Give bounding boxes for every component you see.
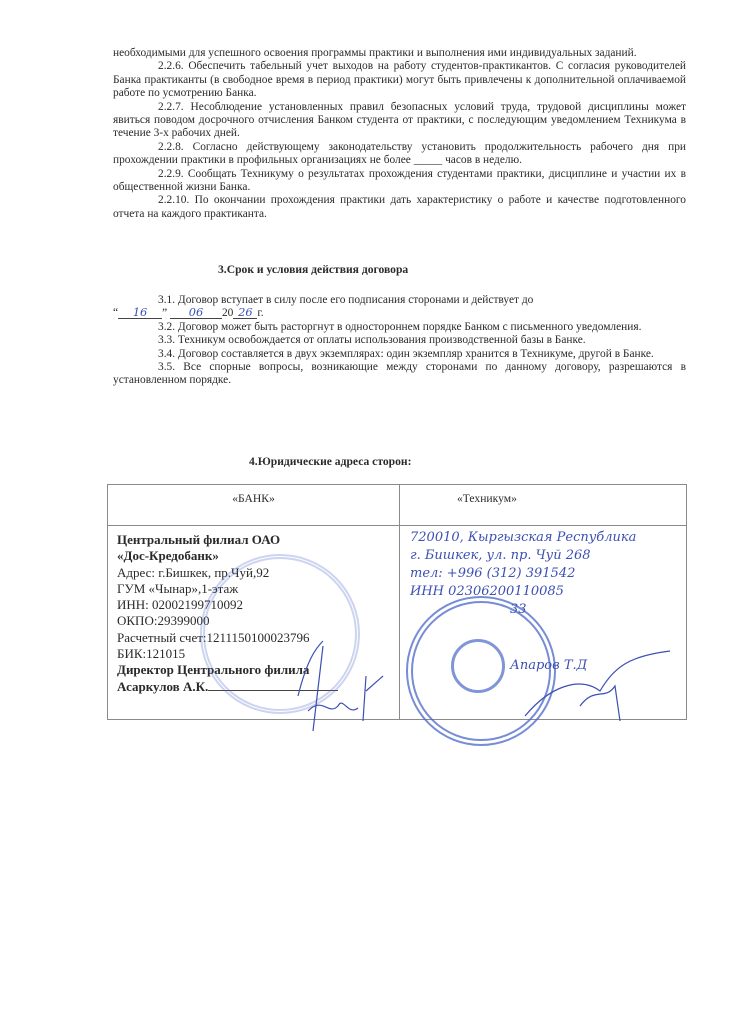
bank-okpo: ОКПО:29399000: [117, 613, 210, 629]
bank-details-cell: [108, 526, 400, 720]
tech-address-line1: 720010, Кыргызская Республика: [410, 530, 637, 545]
paragraph-3-4: 3.4. Договор составляется в двух экземплярах: один экземпляр хранится в Техникуме, другой в Банке.: [158, 347, 654, 360]
hours-blank: _____: [413, 154, 443, 167]
date-month: 06: [170, 307, 222, 319]
date-day: 16: [118, 307, 162, 319]
paragraph-2-2-7: 2.2.7. Несоблюдение установленных правил безопасных условий труда, трудовой дисциплины может явиться поводом досрочного отчисления Банком студента от практики, с последующим уведомлением Техникума в течение 3-х рабочих дней.: [113, 100, 686, 140]
paragraph-3-2: 3.2. Договор может быть расторгнут в одностороннем порядке Банком с письменного уведомления.: [158, 320, 642, 333]
section-4-heading: 4.Юридические адреса сторон:: [249, 455, 412, 468]
bank-account: Расчетный счет:1211150100023796: [117, 629, 310, 645]
paragraph-2-2-6: 2.2.6. Обеспечить табельный учет выходов на работу студентов-практикантов. С согласия руководителей Банка практиканты (в свободное время в период практики) могут быть привлечены к дополнительной оплачиваемой работе по усмотрению Банка.: [113, 60, 686, 100]
date-close-quote: ”: [162, 307, 168, 320]
bank-director-name: Асаркулов А.К.: [117, 678, 209, 694]
date-open-quote: “: [113, 307, 119, 320]
bank-signature-icon: [268, 636, 388, 746]
section-2-continued: [113, 47, 686, 221]
bank-building: ГУМ «Чынар»,1-этаж: [117, 580, 239, 596]
tech-phone: тел: +996 (312) 391542: [410, 566, 576, 581]
paragraph-2-2-9: 2.2.9. Сообщать Техникуму о результатах прохождения студентами практики, дисциплине и участии их в общественной жизни Банка.: [113, 167, 686, 194]
bank-director-title: Директор Центрального филила: [117, 662, 310, 678]
paragraph-3-1: 3.1. Договор вступает в силу после его подписания сторонами и действует до: [158, 294, 534, 306]
tech-inn: ИНН 02306200110085: [410, 584, 564, 599]
bank-column-header: «БАНК»: [108, 485, 400, 526]
tech-column-header: «Техникум»: [400, 485, 687, 526]
paragraph-3-5: 3.5. Все спорные вопросы, возникающие между сторонами по данному договору, разрешаются в установленном порядке.: [113, 361, 686, 387]
table-header-row: [108, 485, 687, 526]
table-body-row: [108, 526, 687, 720]
paragraph-2-2-10: 2.2.10. По окончании прохождения практики дать характеристику о работе и качестве подготовленного отчета на каждого практиканта.: [113, 194, 686, 220]
paragraph-2-2-8-tail: часов в неделю.: [445, 154, 522, 167]
tech-address-line2: г. Бишкек, ул. пр. Чуй 268: [410, 548, 591, 563]
tech-signer: Апаров Т.Д: [510, 658, 588, 673]
paragraph-3-3: 3.3. Техникум освобождается от оплаты использования производственной базы в Банке.: [158, 334, 586, 347]
tech-extra: 33: [510, 602, 527, 617]
date-year-suffix: 26: [233, 307, 257, 319]
tech-signature-icon: [520, 646, 680, 726]
section-3: [113, 294, 686, 388]
contract-end-date: [113, 307, 686, 320]
bank-name-line1: Центральный филиал ОАО: [117, 532, 281, 547]
bank-address: Адрес: г.Бишкек, пр.Чуй,92: [117, 564, 270, 580]
paragraph-2-2-8: [113, 141, 686, 168]
date-year-unit: г.: [257, 307, 264, 320]
bank-name-line2: «Дос-Кредобанк»: [117, 548, 219, 564]
section-3-heading: 3.Срок и условия действия договора: [218, 263, 409, 276]
paragraph-2-2-8-text: 2.2.8. Согласно действующему законодательству установить продолжительность рабочего дня при прохождении практики в профильных организациях не более: [113, 140, 686, 167]
legal-addresses-table: [107, 484, 687, 720]
tech-details-cell: [400, 526, 687, 720]
paragraph-2-2-5-continued: необходимыми для успешного освоения программы практики и выполнения ими индивидуальных заданий.: [113, 47, 637, 59]
bank-bik: БИК:121015: [117, 646, 186, 662]
date-year-prefix: 20: [221, 307, 234, 320]
bank-inn: ИНН: 02002199710092: [117, 597, 244, 613]
